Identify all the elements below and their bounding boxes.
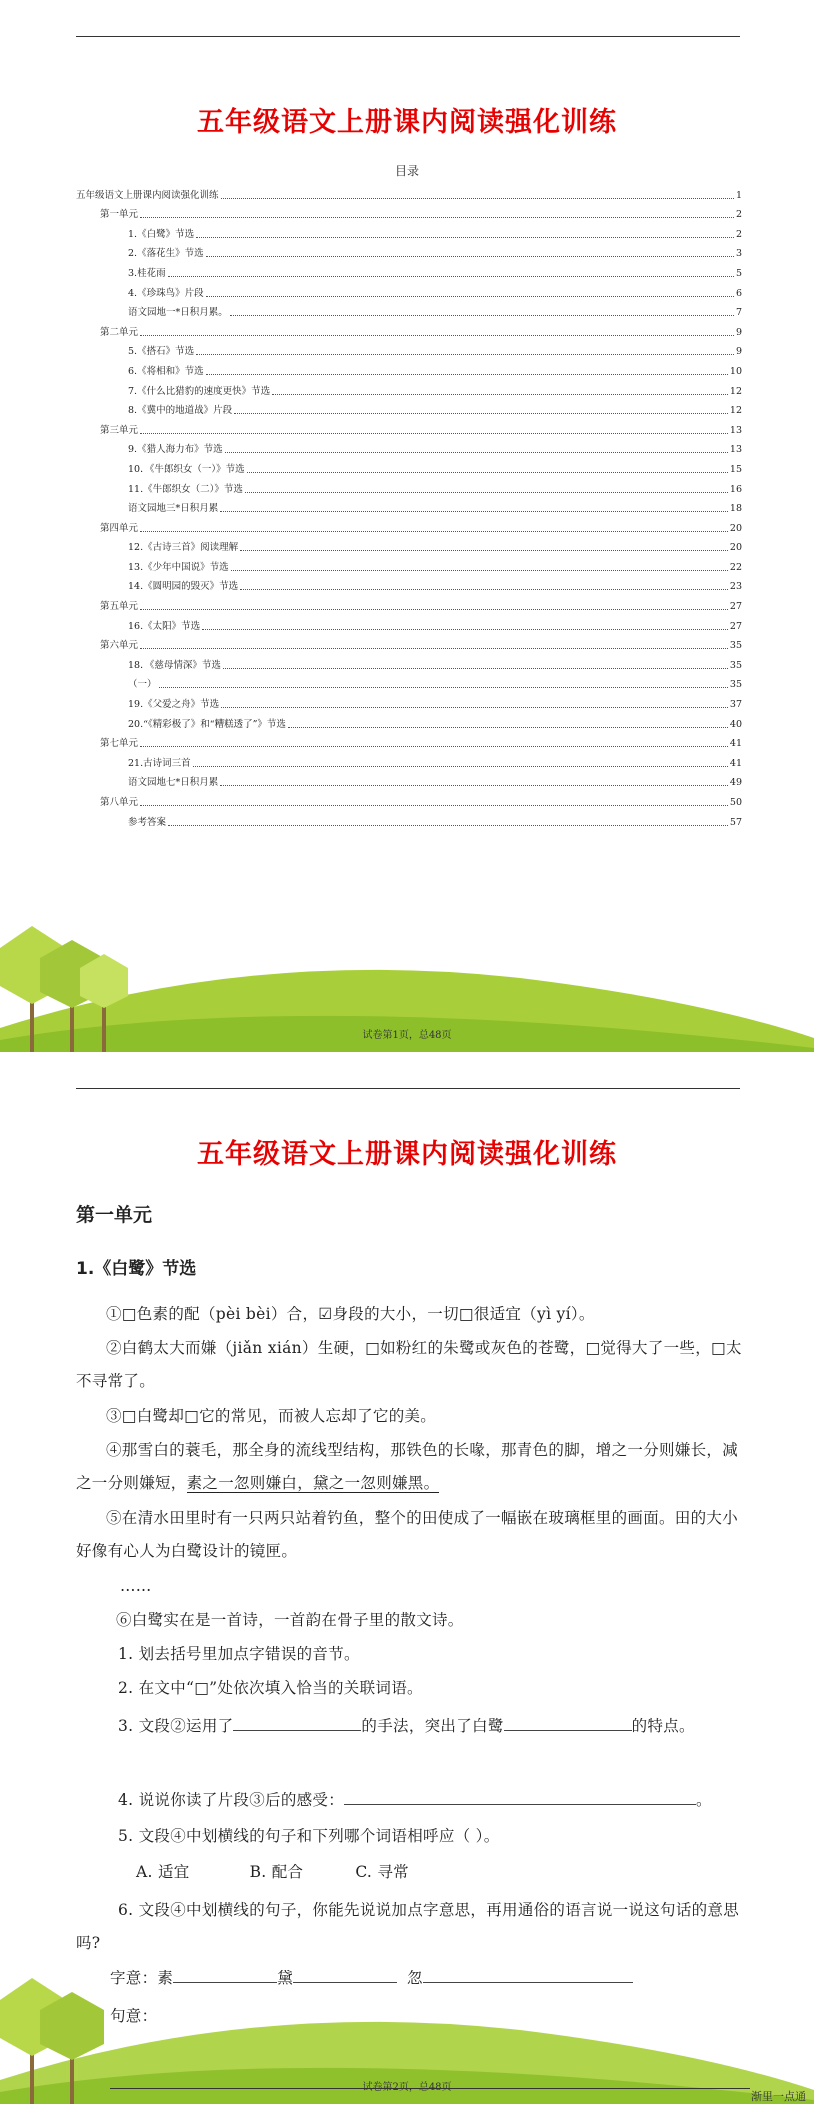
toc-entry-title: 9.《猎人海力布》节选 xyxy=(128,444,223,456)
corner-watermark: 渐里一点通 xyxy=(751,2090,806,2103)
toc-entry[interactable] xyxy=(76,300,742,320)
page-footer: 试卷第1页，总48页 xyxy=(362,1030,452,1041)
toc-entry-page: 41 xyxy=(729,757,742,769)
toc-entry-page: 12 xyxy=(729,405,742,417)
toc-entry[interactable] xyxy=(76,437,742,457)
toc-leader xyxy=(196,354,734,355)
answer-blank[interactable] xyxy=(504,1712,632,1731)
toc-entry-title: 语文园地一*日积月累。 xyxy=(128,307,228,319)
toc-leader xyxy=(220,785,728,786)
question-4 xyxy=(76,1784,744,1817)
toc-leader xyxy=(206,296,734,297)
toc-entry[interactable] xyxy=(76,398,742,418)
document-title: 五年级语文上册课内阅读强化训练 xyxy=(197,107,617,138)
toc-entry[interactable] xyxy=(76,652,742,672)
question-3-text-2: 的手法，突出了白鹭 xyxy=(361,1717,504,1735)
toc-leader xyxy=(245,492,728,493)
toc-entry-title: 1.《白鹭》节选 xyxy=(128,228,195,240)
toc-entry-title: 第一单元 xyxy=(100,209,139,221)
toc-leader xyxy=(206,374,728,375)
document-title: 五年级语文上册课内阅读强化训练 xyxy=(197,1139,617,1170)
toc-leader xyxy=(247,472,728,473)
toc-leader xyxy=(206,256,734,257)
toc-entry[interactable] xyxy=(76,358,742,378)
unit-heading: 第一单元 xyxy=(76,1204,153,1226)
ziyi-label: 字意：素 xyxy=(110,1969,174,1987)
toc-entry-title: 19.《父爱之舟》节选 xyxy=(128,699,220,711)
toc-entry-page: 57 xyxy=(729,816,742,828)
toc-leader xyxy=(140,648,728,649)
toc-entry[interactable] xyxy=(76,456,742,476)
toc-leader xyxy=(240,550,728,551)
toc-entry-page: 9 xyxy=(735,346,742,358)
toc-entry-page: 2 xyxy=(735,228,742,240)
toc-leader xyxy=(221,198,734,199)
toc-entry-title: 五年级语文上册课内阅读强化训练 xyxy=(76,189,219,201)
toc-leader xyxy=(140,609,728,610)
section-heading: 1.《白鹭》节选 xyxy=(76,1259,197,1279)
toc-entry-page: 35 xyxy=(729,659,742,671)
toc-leader xyxy=(140,531,728,532)
toc-entry-page: 35 xyxy=(729,640,742,652)
toc-entry-page: 2 xyxy=(735,209,742,221)
toc-entry[interactable] xyxy=(76,809,742,829)
toc-entry[interactable] xyxy=(76,633,742,653)
toc-entry[interactable] xyxy=(76,476,742,496)
question-6-sentence: 句意： xyxy=(110,2007,158,2025)
question-4-end: 。 xyxy=(696,1791,712,1809)
toc-entry[interactable] xyxy=(76,535,742,555)
question-3-text-3: 的特点。 xyxy=(631,1717,695,1735)
question-6: 6. 文段④中划横线的句子，你能先说说加点字意思，再用通俗的语言说一说这句话的意思吗? xyxy=(76,1901,740,1952)
underlined-sentence: 素之一忽则嫌白，黛之一忽则嫌黑。 xyxy=(186,1474,440,1492)
toc-entry-title: 4.《珍珠鸟》片段 xyxy=(128,287,204,299)
option-c[interactable]: C. 寻常 xyxy=(355,1863,409,1881)
toc-entry-page: 27 xyxy=(729,601,742,613)
toc-leader xyxy=(202,629,728,630)
toc-entry[interactable] xyxy=(76,770,742,790)
toc-entry-title: 第六单元 xyxy=(100,640,139,652)
toc-leader xyxy=(221,707,728,708)
paragraph-6: ⑥白鹭实在是一首诗，一首韵在骨子里的散文诗。 xyxy=(116,1611,464,1629)
toc-entry-title: 第八单元 xyxy=(100,797,139,808)
toc-leader xyxy=(140,433,728,434)
header-rule xyxy=(76,36,740,37)
toc-entry-page: 23 xyxy=(729,581,742,593)
toc-leader xyxy=(168,276,734,277)
toc-entry-title: 5.《搭石》节选 xyxy=(128,346,195,358)
toc-entry[interactable] xyxy=(76,574,742,594)
paragraph-1: ①□色素的配（pèi bèi）合，☑身段的大小，一切□很适宜（yì yí）。 xyxy=(106,1305,595,1323)
toc-entry-page: 1 xyxy=(735,189,742,201)
toc-entry-title: 2.《落花生》节选 xyxy=(128,248,204,260)
toc-entry-page: 37 xyxy=(729,699,742,711)
toc-entry[interactable] xyxy=(76,789,742,809)
toc-entry-page: 3 xyxy=(735,248,742,260)
toc-entry[interactable] xyxy=(76,672,742,692)
toc-leader xyxy=(140,335,734,336)
toc-entry-title: 11.《牛郎织女（二）》节选 xyxy=(128,483,243,495)
toc-entry-title: 6.《将相和》节选 xyxy=(128,365,204,377)
toc-heading: 目录 xyxy=(394,164,419,178)
toc-entry-page: 22 xyxy=(729,561,742,573)
toc-leader xyxy=(220,511,728,512)
toc-leader xyxy=(231,570,728,571)
question-5: 5. 文段④中划横线的句子和下列哪个词语相呼应（ ）。 xyxy=(118,1827,500,1845)
toc-entry-title: 第七单元 xyxy=(100,738,139,750)
toc-entry[interactable] xyxy=(76,496,742,516)
toc-entry-page: 27 xyxy=(729,620,742,632)
toc-entry-page: 15 xyxy=(729,463,742,475)
toc-entry-title: 语文园地七*日积月累 xyxy=(128,777,219,789)
toc-entry[interactable] xyxy=(76,750,742,770)
toc-entry-title: 3.桂花雨 xyxy=(128,267,166,279)
toc-entry-title: 参考答案 xyxy=(128,816,167,828)
toc-entry-title: 第三单元 xyxy=(100,424,139,436)
toc-leader xyxy=(223,668,728,669)
toc-entry-page: 50 xyxy=(729,797,742,808)
toc-entry[interactable] xyxy=(76,613,742,633)
question-3 xyxy=(76,1710,744,1743)
toc-entry-title: 13.《少年中国说》节选 xyxy=(128,561,229,573)
toc-entry-page: 40 xyxy=(729,718,742,730)
toc-entry-title: 12.《古诗三首》阅读理解 xyxy=(128,542,239,554)
toc-entry-title: 18．《慈母情深》节选 xyxy=(128,659,221,671)
toc-entry[interactable] xyxy=(76,339,742,359)
header-rule xyxy=(76,1088,740,1089)
option-a[interactable]: A. 适宜 xyxy=(136,1863,190,1881)
toc-entry[interactable] xyxy=(76,691,742,711)
toc-entry-page: 20 xyxy=(729,542,742,554)
toc-entry-title: 16.《太阳》节选 xyxy=(128,620,201,632)
toc-entry-page: 9 xyxy=(735,326,742,338)
answer-blank[interactable] xyxy=(233,1712,361,1731)
toc-entry-page: 41 xyxy=(729,738,742,750)
toc-entry-page: 10 xyxy=(729,365,742,377)
toc-entry[interactable] xyxy=(76,417,742,437)
toc-leader xyxy=(159,687,728,688)
toc-entry-page: 18 xyxy=(729,503,742,515)
toc-entry[interactable] xyxy=(76,221,742,241)
toc-entry[interactable] xyxy=(76,182,742,202)
question-4-text: 4. 说说你读了片段③后的感受： xyxy=(118,1791,345,1809)
toc-entry-title: 20.“《精彩极了》和“糟糕透了”》节选 xyxy=(128,718,286,730)
toc-leader xyxy=(240,589,728,590)
toc-entry-title: 第四单元 xyxy=(100,522,139,534)
toc-entry-page: 7 xyxy=(735,307,742,319)
page-footer: 试卷第2页，总48页 xyxy=(362,2082,452,2093)
answer-blank[interactable] xyxy=(344,1786,696,1805)
toc-entry-page: 16 xyxy=(729,483,742,495)
toc-entry-page: 13 xyxy=(729,424,742,436)
question-2: 2. 在文中“□”处依次填入恰当的关联词语。 xyxy=(118,1679,423,1697)
toc-leader xyxy=(140,805,728,806)
option-b[interactable]: B. 配合 xyxy=(249,1863,304,1881)
toc-leader xyxy=(272,394,728,395)
toc-entry[interactable] xyxy=(76,593,742,613)
toc-entry-page: 13 xyxy=(729,444,742,456)
toc-leader xyxy=(140,746,728,747)
table-of-contents xyxy=(76,182,742,829)
toc-leader xyxy=(193,766,728,767)
toc-entry-title: 语文园地三*日积月累 xyxy=(128,503,219,515)
toc-leader xyxy=(168,825,728,826)
question-3-text: 3. 文段②运用了 xyxy=(118,1717,234,1735)
toc-entry[interactable] xyxy=(76,319,742,339)
toc-entry[interactable] xyxy=(76,731,742,751)
toc-entry-title: 10．《牛郎织女（一）》节选 xyxy=(128,463,245,475)
paragraph-3: ③□白鹭却□它的常见，而被人忘却了它的美。 xyxy=(106,1407,437,1425)
question-5-options xyxy=(76,1856,744,1889)
toc-entry-title: 8.《冀中的地道战》片段 xyxy=(128,405,233,417)
toc-leader xyxy=(140,217,734,218)
toc-entry[interactable] xyxy=(76,554,742,574)
paragraph-4-text: ④那雪白的蓑毛，那全身的流线型结构，那铁色的长喙，那青色的脚，增之一分则嫌长，减之一分则嫌短， xyxy=(76,1441,739,1492)
toc-entry[interactable] xyxy=(76,241,742,261)
toc-entry[interactable] xyxy=(76,711,742,731)
toc-entry-page: 6 xyxy=(735,287,742,299)
toc-leader xyxy=(230,315,734,316)
toc-entry-title: 第五单元 xyxy=(100,601,139,613)
toc-entry-page: 35 xyxy=(729,679,742,691)
paragraph-2: ②白鹤太大而嫌（jiǎn xián）生硬，□如粉红的朱鹭或灰色的苍鹭，□觉得大了一些，□太不寻常了。 xyxy=(76,1339,742,1390)
toc-entry-page: 20 xyxy=(729,522,742,534)
toc-entry[interactable] xyxy=(76,260,742,280)
toc-entry-title: 14.《圆明园的毁灭》节选 xyxy=(128,581,239,593)
toc-entry-title: 21.古诗词三首 xyxy=(128,757,191,769)
toc-entry-page: 49 xyxy=(729,777,742,789)
paragraph-5: ⑤在清水田里时有一只两只站着钓鱼，整个的田使成了一幅嵌在玻璃框里的画面。田的大小好像有心人为白鹭设计的镜匣。 xyxy=(76,1509,739,1560)
toc-entry-title: 第二单元 xyxy=(100,326,139,338)
toc-entry-page: 5 xyxy=(735,267,742,279)
ellipsis: …… xyxy=(120,1577,152,1595)
toc-entry[interactable] xyxy=(76,378,742,398)
toc-entry-title: （一） xyxy=(128,679,157,691)
dai-label: 黛 xyxy=(277,1969,294,1987)
toc-entry-page: 12 xyxy=(729,385,742,397)
toc-leader xyxy=(234,413,728,414)
question-1: 1. 划去括号里加点字错误的音节。 xyxy=(118,1645,360,1663)
toc-leader xyxy=(288,727,728,728)
toc-entry[interactable] xyxy=(76,515,742,535)
toc-leader xyxy=(196,237,734,238)
toc-leader xyxy=(225,452,728,453)
toc-entry[interactable] xyxy=(76,202,742,222)
toc-entry-title: 7.《什么比猎豹的速度更快》节选 xyxy=(128,385,271,397)
paragraph-4 xyxy=(76,1434,744,1500)
hu-label: 忽 xyxy=(407,1969,423,1987)
toc-entry[interactable] xyxy=(76,280,742,300)
